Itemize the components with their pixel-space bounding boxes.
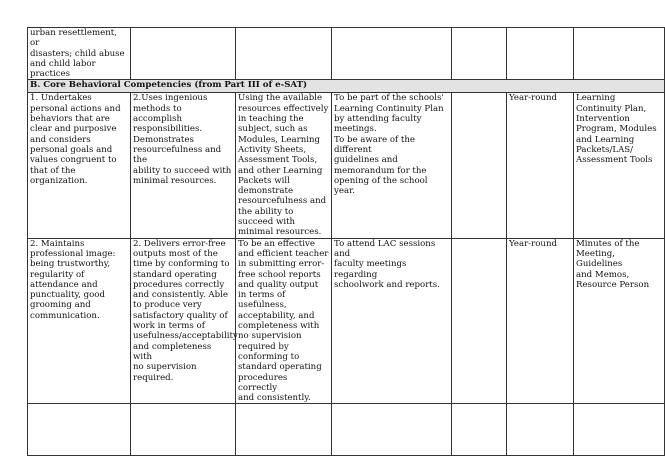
- table-cell: Year-round: [507, 238, 574, 404]
- table-cell: [236, 404, 332, 456]
- table-cell: 1. Undertakes personal actions and behaviors that are clear and purposive and considers personal goals and values congruent to that of the organization.: [28, 93, 131, 238]
- table-cell: [452, 238, 507, 404]
- table-row: [28, 93, 665, 238]
- table-cell: To be an effective and efficient teacher in submitting error- free school reports and quality output in terms of usefulness, acceptability, and completeness with no supervision required by conforming to standard operating procedures correctly and consistently.: [236, 238, 332, 404]
- table-cell: urban resettlement, or disasters; child abuse and child labor practices: [28, 28, 131, 80]
- table-row: [28, 404, 665, 456]
- table-row: [28, 238, 665, 404]
- table-cell: [28, 404, 131, 456]
- table-cell: 2. Delivers error-free outputs most of the time by conforming to standard operating procedures correctly and consistently. Able to produce very satisfactory quality of work in terms of usefulness/acceptability and completeness with no supervision required.: [131, 238, 236, 404]
- table-cell: [332, 28, 452, 80]
- table-cell: Year-round: [507, 93, 574, 238]
- table-cell: [131, 28, 236, 80]
- table-cell: [236, 28, 332, 80]
- table-cell: Minutes of the Meeting, Guidelines and Memos, Resource Person: [574, 238, 665, 404]
- table-cell: [507, 28, 574, 80]
- section-title: B. Core Behavioral Competencies (from Part III of e-SAT): [28, 80, 665, 93]
- table-cell: [131, 404, 236, 456]
- table-cell: [452, 93, 507, 238]
- table-row: [28, 28, 665, 80]
- competency-table: [27, 27, 665, 456]
- table-cell: [507, 404, 574, 456]
- table-cell: [332, 404, 452, 456]
- table-cell: [574, 404, 665, 456]
- section-header-row: [28, 80, 665, 93]
- table-cell: [452, 404, 507, 456]
- table-cell: [574, 28, 665, 80]
- table-cell: 2.Uses ingenious methods to accomplish responsibilities. Demonstrates resourcefulness and the ability to succeed with minimal resources.: [131, 93, 236, 238]
- table-cell: [452, 28, 507, 80]
- table-cell: Learning Continuity Plan, Intervention Program, Modules and Learning Packets/LAS/ Assessment Tools: [574, 93, 665, 238]
- table-cell: To attend LAC sessions and faculty meetings regarding schoolwork and reports.: [332, 238, 452, 404]
- table-cell: Using the available resources effectively in teaching the subject, such as Modules, Learning Activity Sheets, Assessment Tools, and other Learning Packets will demonstrate resourcefulness and the ability to succeed with minimal resources.: [236, 93, 332, 238]
- table-cell: 2. Maintains professional image: being trustworthy, regularity of attendance and punctuality, good grooming and communication.: [28, 238, 131, 404]
- table-cell: To be part of the schools' Learning Continuity Plan by attending faculty meetings. To be aware of the different guidelines and memorandum for the opening of the school year.: [332, 93, 452, 238]
